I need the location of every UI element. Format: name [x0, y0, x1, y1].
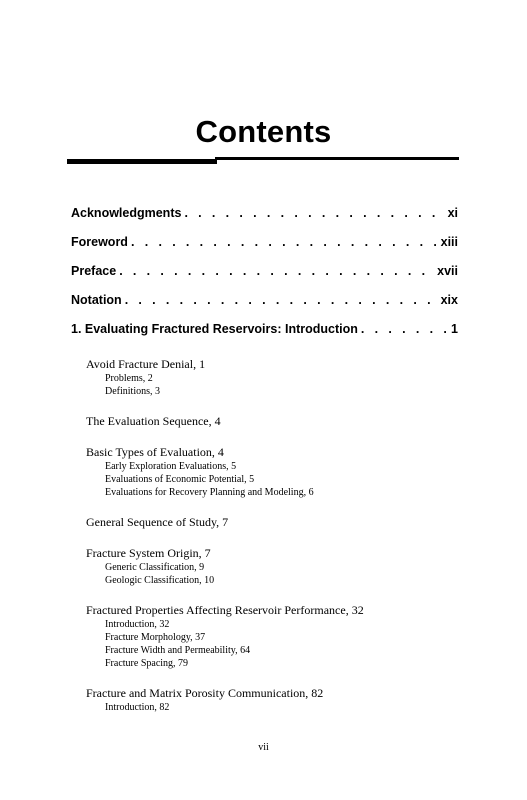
toc-entry-page: xi	[447, 206, 458, 220]
page-number: vii	[258, 742, 269, 753]
section-group	[86, 356, 466, 398]
toc-entry-label: Preface	[71, 264, 117, 278]
section-title[interactable]: Avoid Fracture Denial, 1	[86, 357, 206, 371]
section-group	[86, 444, 466, 499]
subsection-item[interactable]: Fracture Morphology, 37	[105, 632, 206, 643]
section-title[interactable]: Basic Types of Evaluation, 4	[86, 445, 224, 459]
subsection-item[interactable]: Introduction, 82	[105, 702, 170, 713]
dot-leader	[184, 206, 444, 220]
subsection-item[interactable]: Problems, 2	[105, 373, 153, 384]
subsection-item[interactable]: Definitions, 3	[105, 386, 160, 397]
dot-leader	[125, 293, 438, 307]
dot-leader	[119, 264, 434, 278]
section-group	[86, 545, 466, 587]
toc-entry-acknowledgments[interactable]	[71, 206, 458, 235]
subsection-item[interactable]: Fracture Spacing, 79	[105, 658, 189, 669]
section-title[interactable]: Fracture and Matrix Porosity Communication, 82	[86, 686, 324, 700]
subsection-item[interactable]: Introduction, 32	[105, 619, 170, 630]
toc-entry-foreword[interactable]	[71, 235, 458, 264]
section-group	[86, 685, 466, 714]
section-group	[86, 514, 466, 530]
title-rule-thick	[67, 159, 217, 164]
toc-entry-label: Notation	[71, 293, 122, 307]
toc-entry-notation[interactable]	[71, 293, 458, 322]
dot-leader	[361, 322, 448, 336]
toc-entry-preface[interactable]	[71, 264, 458, 293]
toc-entry-chapter-1[interactable]	[71, 322, 458, 351]
toc-entry-page: 1	[451, 322, 458, 336]
page-title: Contents	[195, 114, 332, 149]
section-title[interactable]: General Sequence of Study, 7	[86, 515, 229, 529]
subsection-item[interactable]: Fracture Width and Permeability, 64	[105, 645, 251, 656]
toc-entry-label: 1. Evaluating Fractured Reservoirs: Introduction	[71, 322, 358, 336]
section-title[interactable]: The Evaluation Sequence, 4	[86, 414, 221, 428]
toc-entry-label: Acknowledgments	[71, 206, 182, 220]
toc-entry-page: xiii	[440, 235, 458, 249]
toc-entry-page: xvii	[437, 264, 458, 278]
subsection-item[interactable]: Geologic Classification, 10	[105, 575, 215, 586]
subsection-item[interactable]: Early Exploration Evaluations, 5	[105, 461, 237, 472]
section-group	[86, 413, 466, 429]
chapter-1-sections	[86, 356, 466, 729]
title-rule-thin	[215, 157, 459, 160]
dot-leader	[131, 235, 438, 249]
subsection-item[interactable]: Evaluations of Economic Potential, 5	[105, 474, 255, 485]
section-group	[86, 602, 466, 670]
subsection-item[interactable]: Generic Classification, 9	[105, 562, 205, 573]
front-matter-list	[71, 206, 458, 351]
section-title[interactable]: Fractured Properties Affecting Reservoir Performance, 32	[86, 603, 364, 617]
toc-entry-label: Foreword	[71, 235, 128, 249]
subsection-item[interactable]: Evaluations for Recovery Planning and Modeling, 6	[105, 487, 314, 498]
toc-entry-page: xix	[440, 293, 458, 307]
section-title[interactable]: Fracture System Origin, 7	[86, 546, 211, 560]
